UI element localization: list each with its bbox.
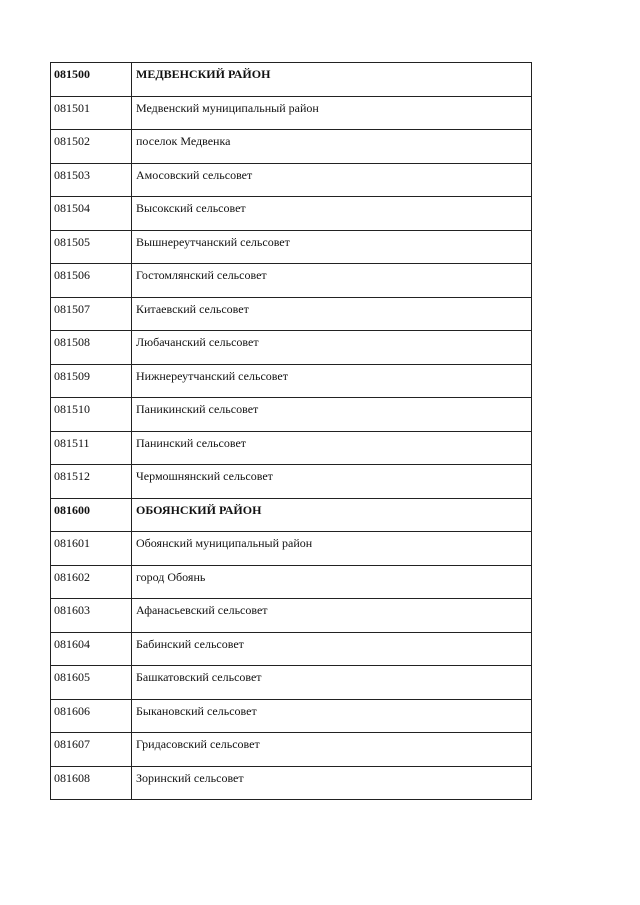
table-row-district xyxy=(51,63,531,97)
row-code: 081603 xyxy=(51,599,132,632)
table-row xyxy=(51,365,531,399)
table-row xyxy=(51,767,531,801)
row-code: 081511 xyxy=(51,432,132,465)
row-name: Высокский сельсовет xyxy=(136,201,246,215)
row-code: 081503 xyxy=(51,164,132,197)
table-row xyxy=(51,700,531,734)
table-row xyxy=(51,164,531,198)
row-code: 081504 xyxy=(51,197,132,230)
row-code: 081500 xyxy=(51,63,132,96)
row-name: Вышнереутчанский сельсовет xyxy=(136,234,290,249)
row-name: ОБОЯНСКИЙ РАЙОН xyxy=(136,502,262,517)
row-code: 081601 xyxy=(51,532,132,565)
table-row xyxy=(51,398,531,432)
row-name: Быкановский сельсовет xyxy=(136,703,257,718)
table-row xyxy=(51,666,531,700)
table-row xyxy=(51,432,531,466)
row-name: Нижнереутчанский сельсовет xyxy=(136,368,288,383)
table-row-district xyxy=(51,499,531,533)
table-row xyxy=(51,298,531,332)
row-name: Панинский сельсовет xyxy=(136,435,247,450)
row-code: 081509 xyxy=(51,365,132,398)
table-row xyxy=(51,532,531,566)
row-code: 081602 xyxy=(51,566,132,599)
table-row xyxy=(51,231,531,265)
row-name: Обоянский муниципальный район xyxy=(136,536,313,550)
table-row xyxy=(51,197,531,231)
row-name: Зоринский сельсовет xyxy=(136,770,244,785)
table-row xyxy=(51,264,531,298)
row-name: Бабинский сельсовет xyxy=(136,636,244,651)
table-row xyxy=(51,566,531,600)
row-name: Чермошнянский сельсовет xyxy=(136,469,273,483)
table-row xyxy=(51,599,531,633)
row-code: 081606 xyxy=(51,700,132,733)
table-row xyxy=(51,733,531,767)
row-code: 081608 xyxy=(51,767,132,800)
row-name: Амосовский сельсовет xyxy=(136,167,253,182)
table-row xyxy=(51,633,531,667)
table-row xyxy=(51,97,531,131)
row-name: Медвенский муниципальный район xyxy=(136,100,319,115)
table-row xyxy=(51,130,531,164)
row-name: Башкатовский сельсовет xyxy=(136,670,262,684)
row-code: 081600 xyxy=(51,499,132,532)
row-name: МЕДВЕНСКИЙ РАЙОН xyxy=(136,67,271,81)
row-name: Паникинский сельсовет xyxy=(136,402,259,416)
row-name: город Обоянь xyxy=(136,569,206,584)
district-code-table xyxy=(50,62,532,800)
row-name: Гридасовский сельсовет xyxy=(136,737,260,751)
row-code: 081502 xyxy=(51,130,132,163)
row-code: 081604 xyxy=(51,633,132,666)
row-name: поселок Медвенка xyxy=(136,134,231,148)
table-row xyxy=(51,465,531,499)
row-code: 081510 xyxy=(51,398,132,431)
row-code: 081501 xyxy=(51,97,132,130)
row-name: Гостомлянский сельсовет xyxy=(136,268,267,282)
row-name: Китаевский сельсовет xyxy=(136,301,249,316)
row-code: 081607 xyxy=(51,733,132,766)
row-code: 081605 xyxy=(51,666,132,699)
row-code: 081507 xyxy=(51,298,132,331)
row-code: 081512 xyxy=(51,465,132,498)
row-code: 081508 xyxy=(51,331,132,364)
table-row xyxy=(51,331,531,365)
row-name: Любачанский сельсовет xyxy=(136,335,259,349)
row-name: Афанасьевский сельсовет xyxy=(136,603,268,617)
row-code: 081505 xyxy=(51,231,132,264)
row-code: 081506 xyxy=(51,264,132,297)
